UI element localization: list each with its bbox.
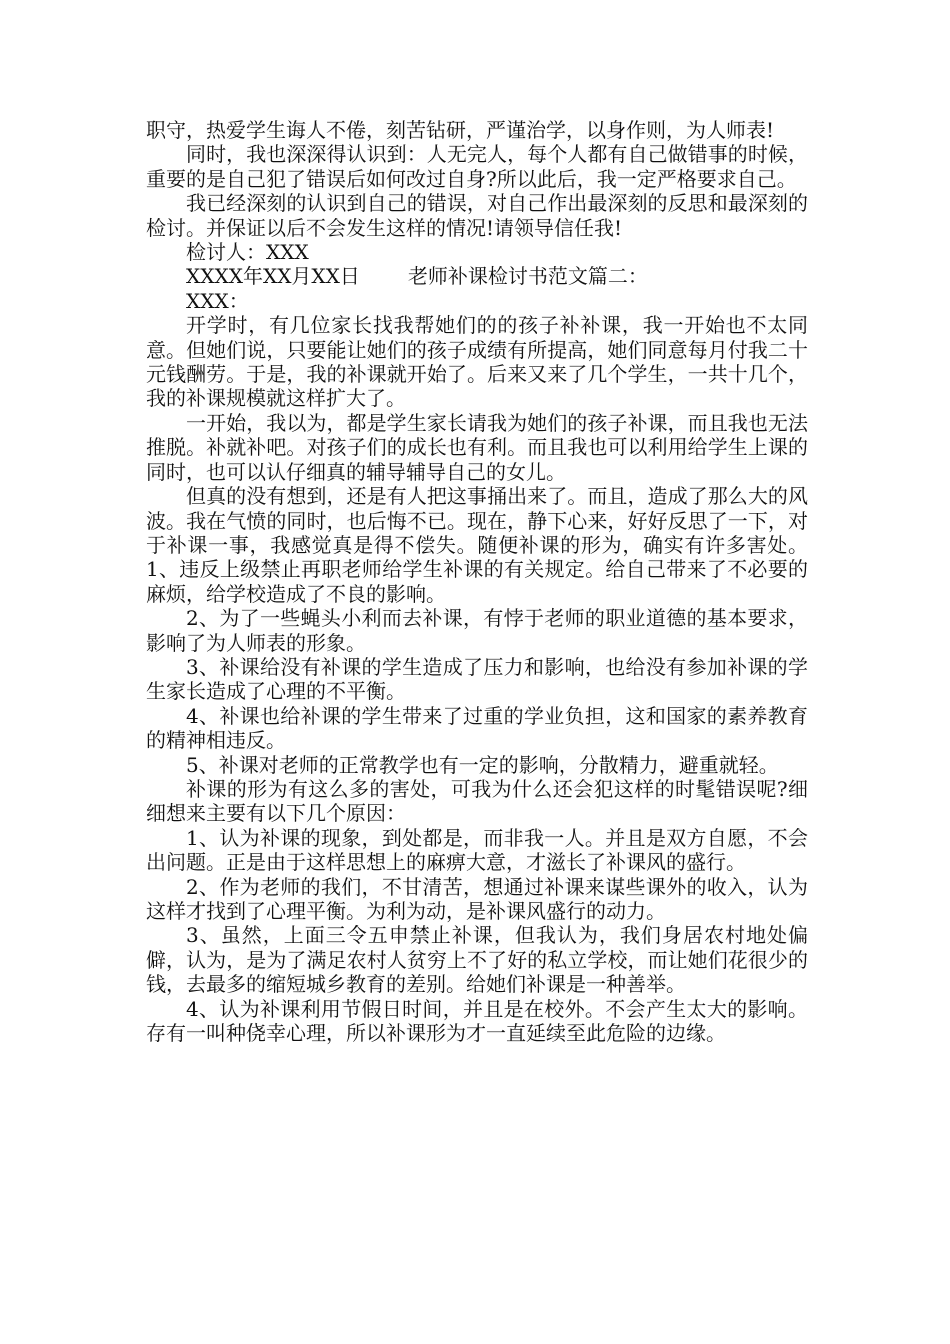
date-text: XXXX年XX月XX日 <box>186 264 360 289</box>
paragraph-15: 4、认为补课利用节假日时间，并且是在校外。不会产生太大的影响。存有一叫种侥幸心理，所以补课形为才一直延续至此危险的边缘。 <box>146 996 808 1046</box>
paragraph-9: 4、补课也给补课的学生带来了过重的学业负担，这和国家的素养教育的精神相违反。 <box>146 703 808 753</box>
paragraph-3: 我已经深刻的认识到自己的错误，对自己作出最深刻的反思和最深刻的检讨。并保证以后不会发生这样的情况!请领导信任我! <box>146 191 808 240</box>
date-heading-line <box>146 264 808 288</box>
paragraph-14: 3、虽然，上面三令五申禁止补课，但我认为，我们身居农村地处偏僻，认为，是为了满足农村人贫穷上不了好的私立学校，而让她们花很少的钱，去最多的缩短城乡教育的差别。给她们补课是一种善举。 <box>146 923 808 997</box>
salutation: XXX： <box>186 288 249 313</box>
paragraph-6: 但真的没有想到，还是有人把这事捅出来了。而且，造成了那么大的风波。我在气愤的同时，也后悔不已。现在，静下心来，好好反思了一下，对于补课一事，我感觉真是得不偿失。随便补课的形为，确实有许多害处。1、违反上级禁止再职老师给学生补课的有关规定。给自己带来了不必要的麻烦，给学校造成了不良的影响。 <box>146 484 808 606</box>
signature-line: 检讨人：XXX <box>186 240 309 265</box>
paragraph-5: 一开始，我以为，都是学生家长请我为她们的孩子补课，而且我也无法推脱。补就补吧。对孩子们的成长也有利。而且我也可以利用给学生上课的同时，也可以认仔细真的辅导辅导自己的女儿。 <box>146 410 808 484</box>
paragraph-1: 职守，热爱学生诲人不倦，刻苦钻研，严谨治学，以身作则，为人师表! <box>146 118 775 142</box>
paragraph-7: 2、为了一些蝇头小利而去补课，有悖于老师的职业道德的基本要求，影响了为人师表的形象。 <box>146 606 808 655</box>
section-heading: 老师补课检讨书范文篇二： <box>407 264 648 289</box>
paragraph-10: 5、补课对老师的正常教学也有一定的影响，分散精力，避重就轻。 <box>186 752 779 777</box>
document-page <box>146 118 808 1045</box>
paragraph-8: 3、补课给没有补课的学生造成了压力和影响，也给没有参加补课的学生家长造成了心理的不平衡。 <box>146 654 808 704</box>
paragraph-4: 开学时，有几位家长找我帮她们的的孩子补补课，我一开始也不太同意。但她们说，只要能让她们的孩子成绩有所提高，她们同意每月付我二十元钱酬劳。于是，我的补课就开始了。后来又来了几个学生，一共十几个，我的补课规模就这样扩大了。 <box>146 313 808 411</box>
paragraph-11: 补课的形为有这么多的害处，可我为什么还会犯这样的时髦错误呢?细细想来主要有以下几个原因： <box>146 776 808 826</box>
paragraph-2: 同时，我也深深得认识到：人无完人，每个人都有自己做错事的时候，重要的是自己犯了错误后如何改过自身?所以此后，我一定严格要求自己。 <box>146 142 808 191</box>
paragraph-12: 1、认为补课的现象，到处都是，而非我一人。并且是双方自愿，不会出问题。正是由于这样思想上的麻痹大意，才滋长了补课风的盛行。 <box>146 825 808 875</box>
paragraph-13: 2、作为老师的我们，不甘清苦，想通过补课来谋些课外的收入，认为这样才找到了心理平衡。为利为动，是补课风盛行的动力。 <box>146 874 808 923</box>
